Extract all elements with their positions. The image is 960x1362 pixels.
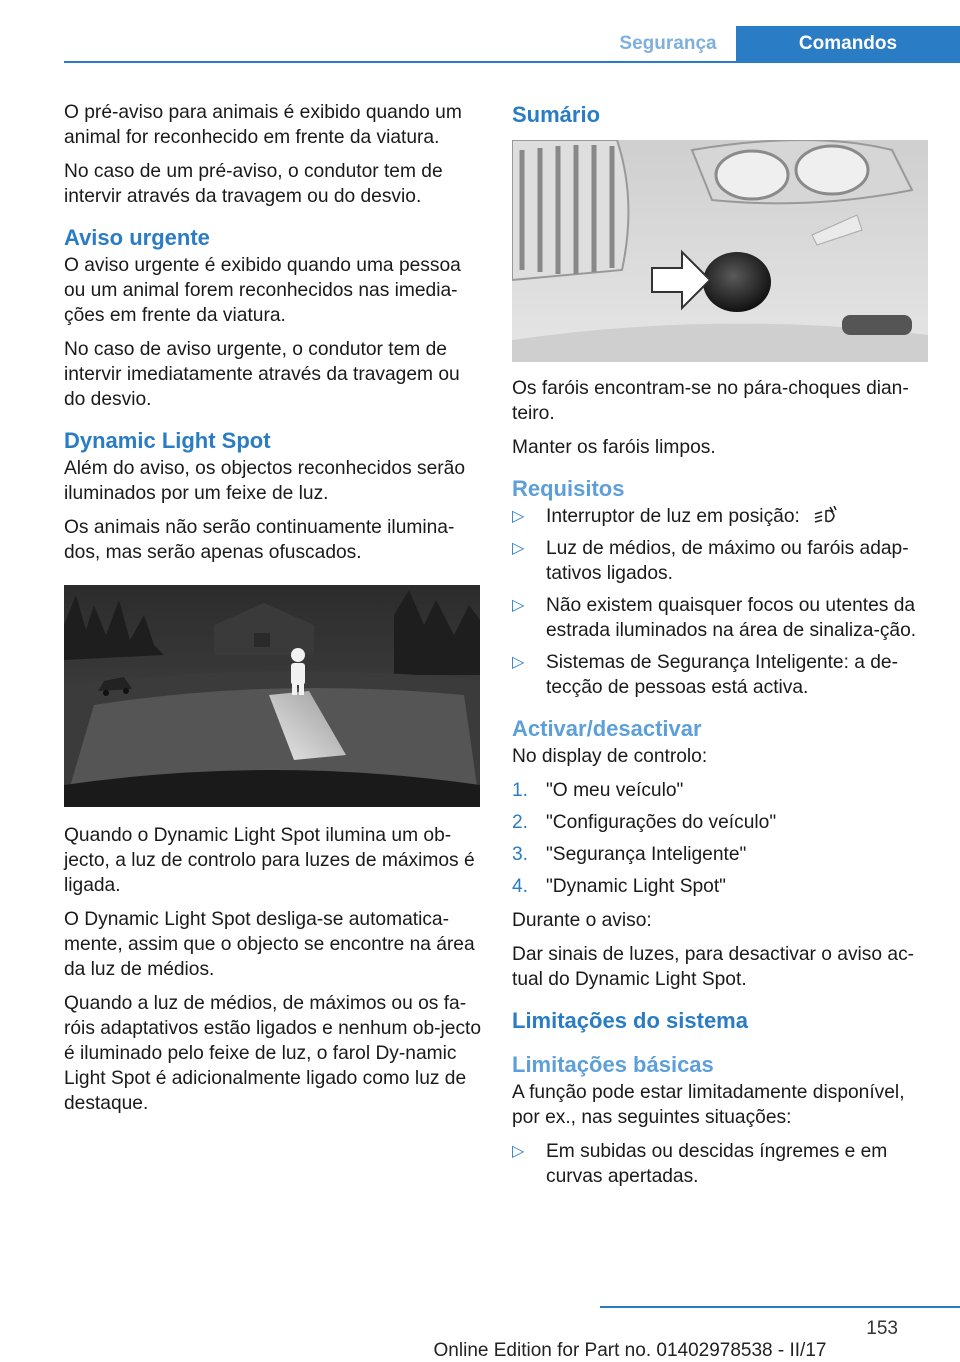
paragraph: Durante o aviso: bbox=[512, 910, 652, 931]
list-item bbox=[512, 536, 930, 586]
heading-sumario: Sumário bbox=[512, 102, 601, 127]
tab-seguranca: Segurança bbox=[619, 33, 717, 54]
headlight-illustration bbox=[512, 140, 928, 362]
heading-limitacoes-sistema: Limitações do sistema bbox=[512, 1008, 748, 1033]
paragraph: Além do aviso, os objectos reconhecidos serão iluminados por um feixe de luz. bbox=[64, 458, 466, 504]
list-item-text: Luz de médios, de máximo ou faróis adap-tativos ligados. bbox=[546, 538, 909, 584]
list-item-text: Não existem quaisquer focos ou utentes da estrada iluminados na área de sinaliza-ção. bbox=[546, 595, 917, 641]
left-column bbox=[64, 100, 482, 1125]
footer-rule bbox=[600, 1306, 960, 1308]
step-number: 2. bbox=[512, 812, 529, 833]
paragraph: Quando o Dynamic Light Spot ilumina um ob-jecto, a luz de controlo para luzes de máximos é ligada. bbox=[64, 825, 475, 896]
list-item bbox=[512, 1139, 930, 1189]
list-item-text: Em subidas ou descidas íngremes e em curvas apertadas. bbox=[546, 1141, 888, 1187]
bullet-triangle-icon: ▷ bbox=[512, 540, 525, 557]
steps-list bbox=[512, 778, 930, 899]
paragraph: No display de controlo: bbox=[512, 746, 708, 767]
list-item-text: "Segurança Inteligente" bbox=[546, 844, 747, 865]
list-item bbox=[512, 778, 930, 803]
paragraph: Os animais não serão continuamente ilumina-dos, mas serão apenas ofuscados. bbox=[64, 517, 455, 563]
light-switch-auto-icon bbox=[813, 506, 839, 528]
paragraph: Dar sinais de luzes, para desactivar o aviso ac-tual do Dynamic Light Spot. bbox=[512, 944, 915, 990]
heading-limitacoes-basicas: Limitações básicas bbox=[512, 1052, 714, 1077]
footer-edition: Online Edition for Part no. 01402978538 - II/17 bbox=[433, 1340, 827, 1361]
paragraph: O pré-aviso para animais é exibido quando um animal for reconhecido em frente da viatura. bbox=[64, 102, 462, 148]
heading-activar-desactivar: Activar/desactivar bbox=[512, 716, 702, 741]
paragraph: Os faróis encontram-se no pára-choques dian-teiro. bbox=[512, 378, 909, 424]
bullet-triangle-icon: ▷ bbox=[512, 654, 525, 671]
list-item bbox=[512, 842, 930, 867]
paragraph: Quando a luz de médios, de máximos ou os fa-róis adaptativos estão ligados e nenhum ob-jecto é iluminado pelo feixe de luz, o farol Dy-namic Light Spot é adicionalmente ligado como luz de destaque. bbox=[64, 993, 482, 1114]
paragraph: No caso de aviso urgente, o condutor tem de intervir imediatamente através da travagem ou do desvio. bbox=[64, 339, 460, 410]
paragraph: O aviso urgente é exibido quando uma pessoa ou um animal forem reconhecidos nas imedia-ções em frente da viatura. bbox=[64, 255, 461, 326]
step-number: 3. bbox=[512, 844, 529, 865]
header-rule bbox=[64, 61, 960, 63]
night-road-illustration bbox=[64, 585, 480, 807]
tab-comandos: Comandos bbox=[736, 26, 960, 62]
heading-aviso-urgente: Aviso urgente bbox=[64, 225, 210, 250]
step-number: 4. bbox=[512, 876, 529, 897]
list-item bbox=[512, 810, 930, 835]
bullet-triangle-icon: ▷ bbox=[512, 508, 525, 525]
heading-dynamic-light-spot: Dynamic Light Spot bbox=[64, 428, 271, 453]
requirements-list bbox=[512, 504, 930, 700]
heading-requisitos: Requisitos bbox=[512, 476, 625, 501]
list-item-text: "O meu veículo" bbox=[546, 780, 684, 801]
paragraph: A função pode estar limitadamente disponível, por ex., nas seguintes situações: bbox=[512, 1082, 905, 1128]
list-item-text: Sistemas de Segurança Inteligente: a de-tecção de pessoas está activa. bbox=[546, 652, 898, 698]
list-item bbox=[512, 874, 930, 899]
paragraph: No caso de um pré-aviso, o condutor tem de intervir através da travagem ou do desvio. bbox=[64, 161, 443, 207]
paragraph: O Dynamic Light Spot desliga-se automatica-mente, assim que o objecto se encontre na área da luz de médios. bbox=[64, 909, 475, 980]
paragraph: Manter os faróis limpos. bbox=[512, 437, 716, 458]
list-item bbox=[512, 650, 930, 700]
list-item-text: "Configurações do veículo" bbox=[546, 812, 777, 833]
limitations-list bbox=[512, 1139, 930, 1189]
list-item bbox=[512, 504, 930, 529]
step-number: 1. bbox=[512, 780, 529, 801]
page-number: 153 bbox=[866, 1318, 898, 1339]
right-column bbox=[512, 100, 930, 1198]
bullet-triangle-icon: ▷ bbox=[512, 1143, 525, 1160]
list-item bbox=[512, 593, 930, 643]
bullet-triangle-icon: ▷ bbox=[512, 597, 525, 614]
list-item-text: Interruptor de luz em posição: bbox=[546, 506, 800, 527]
list-item-text: "Dynamic Light Spot" bbox=[546, 876, 726, 897]
